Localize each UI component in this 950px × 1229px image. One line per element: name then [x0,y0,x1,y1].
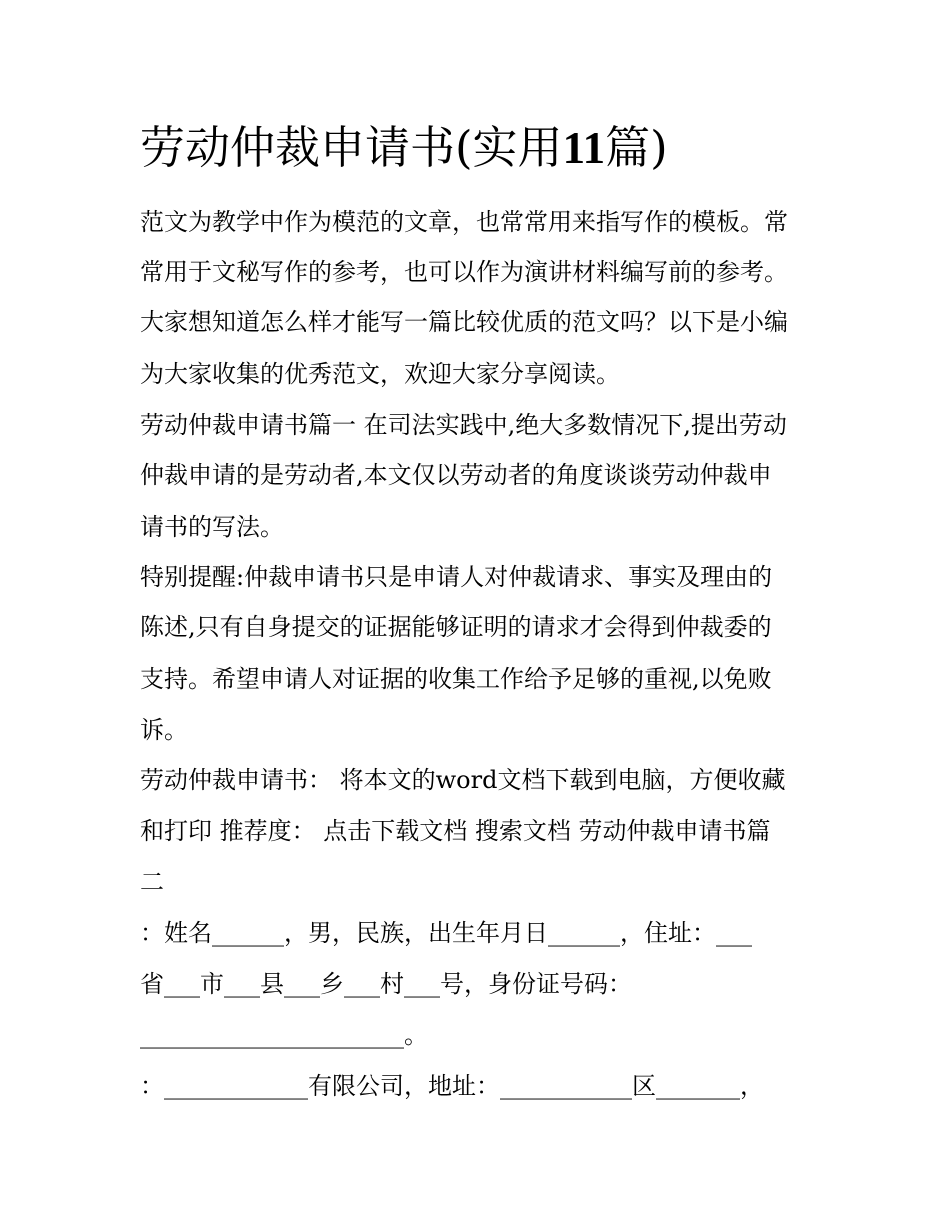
body-line-4: 为大家收集的优秀范文，欢迎大家分享阅读。 [140,360,620,388]
body-line-2: 常用于文秘写作的参考，也可以作为演讲材料编写前的参考。 [140,258,788,286]
body-line-9: 陈述,只有自身提交的证据能够证明的请求才会得到仲裁委的 [140,613,772,641]
body-line-14: 二 [140,868,164,896]
body-line-11: 诉。 [140,716,188,744]
body-line-6: 仲裁申请的是劳动者,本文仅以劳动者的角度谈谈劳动仲裁申 [140,461,772,489]
body-line-15: ：姓名______，男，民族，出生年月日______，住址：___ [140,919,752,947]
body-line-3: 大家想知道怎么样才能写一篇比较优质的范文吗？以下是小编 [140,308,788,336]
body-line-18: ：____________有限公司，地址：___________区_______， [140,1072,764,1100]
body-line-16: 省___市___县___乡___村___号，身份证号码： [140,970,632,998]
body-line-7: 请书的写法。 [140,513,284,541]
body-line-8: 特别提醒:仲裁申请书只是申请人对仲裁请求、事实及理由的 [140,563,773,591]
body-line-13: 和打印 推荐度： 点击下载文档 搜索文档 劳动仲裁申请书篇 [140,817,771,845]
document-title [140,118,840,178]
title-suffix: 篇) [605,121,668,174]
body-line-17: ______________________。 [140,1021,428,1049]
body-line-1: 范文为教学中作为模范的文章，也常常用来指写作的模板。常 [140,208,788,236]
body-line-10: 支持。希望申请人对证据的收集工作给予足够的重视,以免败 [140,665,772,693]
body-line-12: 劳动仲裁申请书： 将本文的word文档下载到电脑，方便收藏 [140,766,786,794]
body-line-5: 劳动仲裁申请书篇一 在司法实践中,绝大多数情况下,提出劳动 [140,411,787,439]
title-prefix: 劳动仲裁申请书(实用 [140,121,563,174]
title-number: 11 [562,123,606,173]
